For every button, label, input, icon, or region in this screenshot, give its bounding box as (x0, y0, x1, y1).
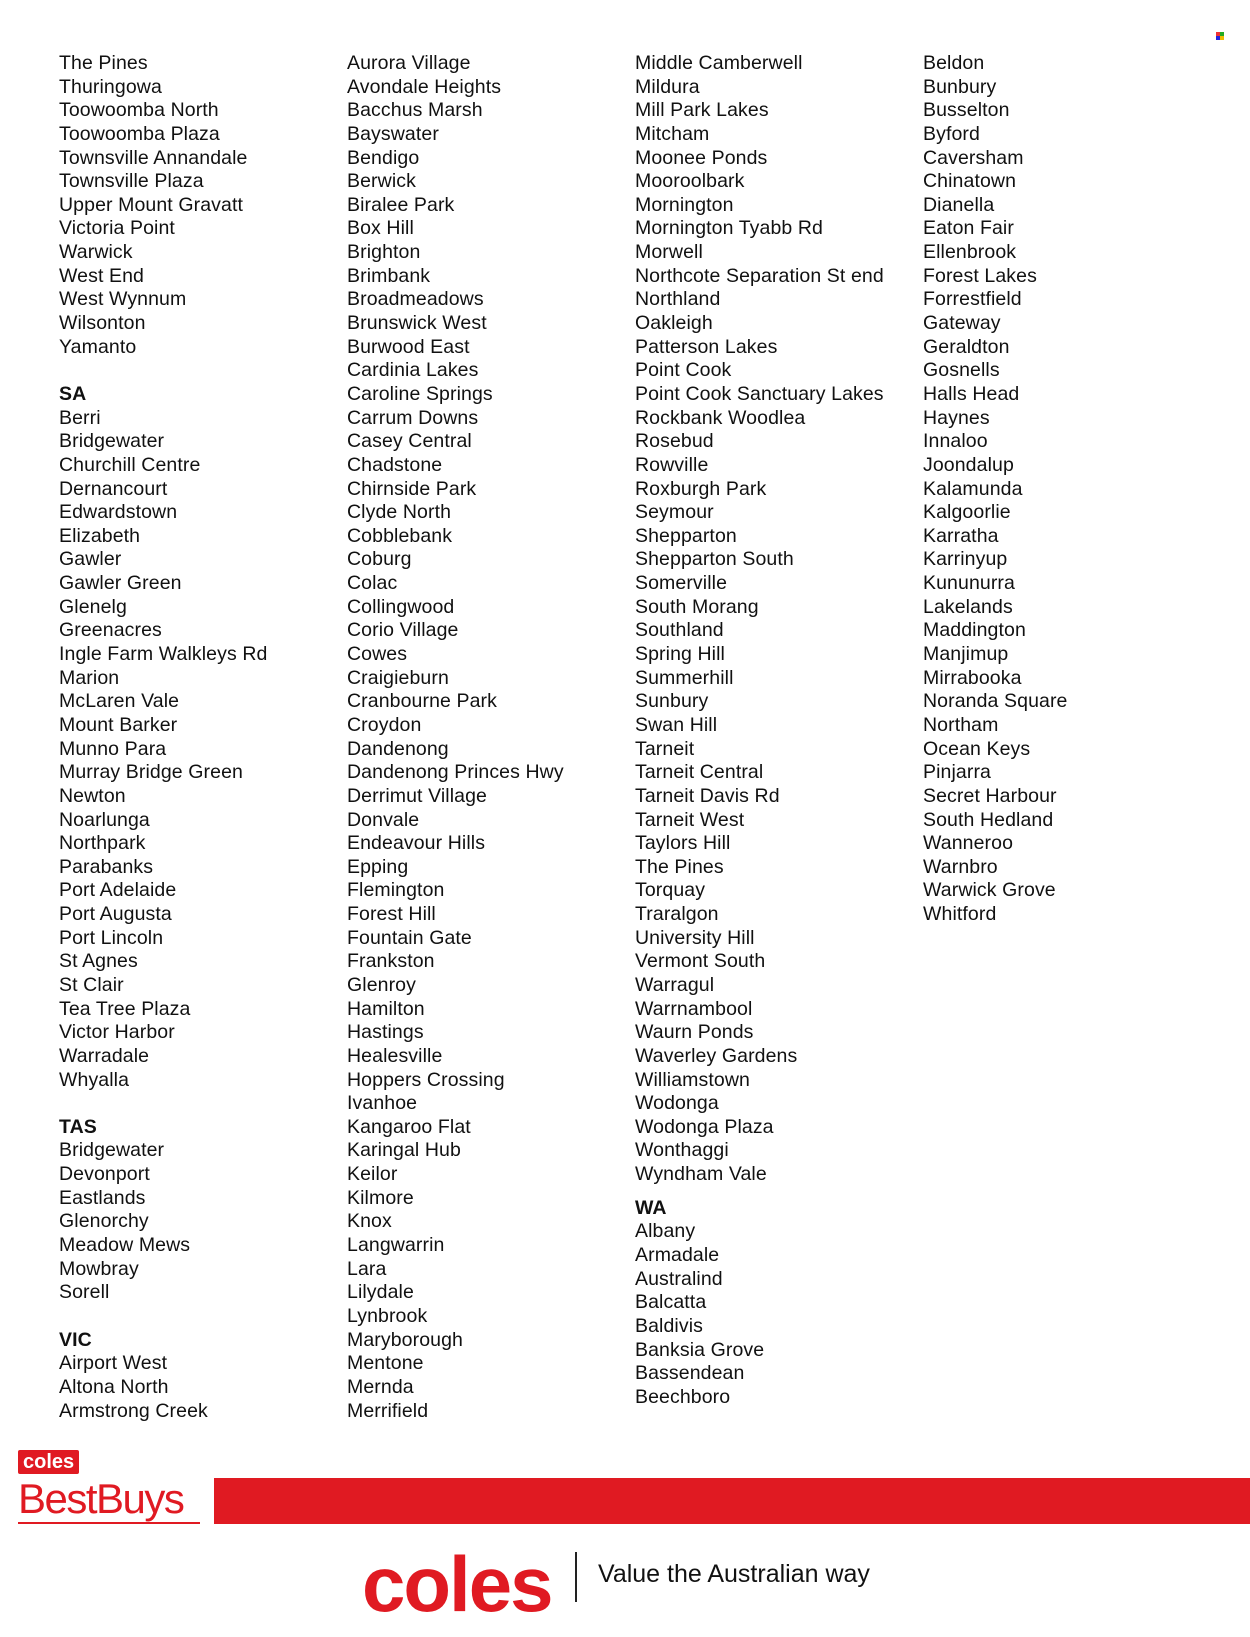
store-name: South Hedland (923, 808, 1054, 831)
store-name: Craigieburn (347, 666, 449, 689)
store-name: Baldivis (635, 1314, 703, 1337)
store-name: Gosnells (923, 359, 1000, 382)
store-name: Waverley Gardens (635, 1044, 798, 1067)
store-name: Mooroolbark (635, 170, 745, 193)
bestbuys-wordmark: BestBuys (18, 1475, 184, 1522)
store-name: Southland (635, 619, 724, 642)
store-name: Eaton Fair (923, 217, 1014, 240)
store-name: Bassendean (635, 1362, 745, 1385)
store-name: Mount Barker (59, 713, 178, 736)
red-banner-strip (214, 1478, 1250, 1524)
store-name: Glenorchy (59, 1210, 149, 1233)
store-name: Oakleigh (635, 312, 713, 335)
store-name: Geraldton (923, 335, 1010, 358)
store-name: Tarneit West (635, 808, 745, 831)
store-name: Toowoomba Plaza (59, 122, 220, 145)
store-name: Mowbray (59, 1257, 139, 1280)
store-name: Whitford (923, 903, 997, 926)
store-name: Noranda Square (923, 690, 1068, 713)
store-name: Churchill Centre (59, 453, 201, 476)
store-name: Pinjarra (923, 761, 991, 784)
store-name: Beldon (923, 52, 985, 74)
store-name: Shepparton South (635, 548, 794, 571)
bestbuys-underline (18, 1522, 200, 1524)
store-name: Bendigo (347, 146, 420, 169)
store-name: Donvale (347, 808, 420, 831)
store-column-4 (923, 52, 1203, 927)
store-name: Ocean Keys (923, 737, 1031, 760)
store-name: Tarneit Davis Rd (635, 784, 780, 807)
store-name: Collingwood (347, 595, 455, 618)
store-name: Swan Hill (635, 713, 718, 736)
store-name: Cowes (347, 643, 408, 666)
store-name: St Agnes (59, 950, 138, 973)
corner-color-marks (1216, 32, 1224, 40)
store-name: Elizabeth (59, 524, 141, 547)
store-name: Warwick (59, 241, 133, 264)
store-name: Haynes (923, 406, 990, 429)
store-name: Australind (635, 1267, 723, 1290)
store-name: Busselton (923, 99, 1010, 122)
store-name: Murray Bridge Green (59, 761, 243, 784)
store-name: Karingal Hub (347, 1139, 461, 1162)
store-name: Mill Park Lakes (635, 99, 769, 122)
store-name: Bacchus Marsh (347, 99, 483, 122)
store-name: Mildura (635, 75, 700, 98)
store-name: Chirnside Park (347, 477, 477, 500)
store-name: Wyndham Vale (635, 1163, 767, 1186)
store-name: Cardinia Lakes (347, 359, 479, 382)
store-name: Waurn Ponds (635, 1021, 754, 1044)
store-name: Vermont South (635, 950, 766, 973)
store-name: Warwick Grove (923, 879, 1056, 902)
store-name: Brighton (347, 241, 421, 264)
store-name: Glenroy (347, 973, 416, 996)
store-name: Port Lincoln (59, 926, 164, 949)
store-name: The Pines (635, 855, 724, 878)
store-name: Somerville (635, 572, 728, 595)
store-name: Keilor (347, 1163, 398, 1186)
coles-logo: coles (362, 1540, 552, 1628)
store-name: Bridgewater (59, 1139, 165, 1162)
store-name: Ingle Farm Walkleys Rd (59, 643, 268, 666)
store-name: Noarlunga (59, 808, 150, 831)
store-name: Sunbury (635, 690, 709, 713)
store-name: Northcote Separation St end (635, 264, 884, 287)
store-name: Tarneit Central (635, 761, 764, 784)
store-name: Hoppers Crossing (347, 1068, 505, 1091)
store-name: Byford (923, 122, 980, 145)
store-name: Mernda (347, 1375, 414, 1398)
store-name: Corio Village (347, 619, 459, 642)
store-name: Epping (347, 855, 409, 878)
store-name: Lilydale (347, 1281, 414, 1304)
store-name: Cobblebank (347, 524, 453, 547)
section-gap (59, 1092, 339, 1116)
store-name: Broadmeadows (347, 288, 484, 311)
store-name: Carrum Downs (347, 406, 479, 429)
store-name: Cranbourne Park (347, 690, 497, 713)
store-name: Thuringowa (59, 75, 162, 98)
store-name: Forrestfield (923, 288, 1022, 311)
store-name: Karratha (923, 524, 999, 547)
store-name: Balcatta (635, 1291, 707, 1314)
store-name: Gateway (923, 312, 1001, 335)
store-name: Shepparton (635, 524, 737, 547)
store-name: Armstrong Creek (59, 1399, 208, 1422)
store-name: Rowville (635, 453, 709, 476)
store-column-1 (59, 52, 339, 1423)
store-name: Banksia Grove (635, 1338, 765, 1361)
store-name: Kilmore (347, 1186, 414, 1209)
store-name: Northpark (59, 832, 146, 855)
store-name: Parabanks (59, 855, 154, 878)
section-gap (59, 1305, 339, 1329)
store-name: Altona North (59, 1375, 169, 1398)
store-name: Colac (347, 572, 398, 595)
store-name: Knox (347, 1210, 392, 1233)
store-name: Biralee Park (347, 193, 455, 216)
bestbuys-coles-badge: coles (18, 1450, 79, 1474)
store-name: Caroline Springs (347, 382, 493, 405)
store-name: Taylors Hill (635, 832, 731, 855)
store-name: Mornington (635, 193, 734, 216)
store-name: Warnbro (923, 855, 998, 878)
store-name: Summerhill (635, 666, 734, 689)
store-name: Upper Mount Gravatt (59, 193, 243, 216)
store-name: Beechboro (635, 1385, 731, 1408)
store-name: Armadale (635, 1244, 720, 1267)
store-name: Caversham (923, 146, 1024, 169)
store-name: Maryborough (347, 1328, 463, 1351)
state-heading: VIC (59, 1328, 92, 1351)
store-name: Box Hill (347, 217, 414, 240)
store-name: Langwarrin (347, 1234, 445, 1257)
store-name: Dandenong (347, 737, 449, 760)
store-name: Morwell (635, 241, 703, 264)
store-name: Mentone (347, 1352, 424, 1375)
store-name: Albany (635, 1220, 696, 1243)
store-name: Torquay (635, 879, 706, 902)
store-name: Rosebud (635, 430, 714, 453)
store-name: Marion (59, 666, 120, 689)
store-name: Croydon (347, 713, 422, 736)
store-name: Yamanto (59, 335, 137, 358)
store-name: Coburg (347, 548, 412, 571)
store-name: Chinatown (923, 170, 1017, 193)
store-name: Ivanhoe (347, 1092, 418, 1115)
store-name: Sorell (59, 1281, 110, 1304)
store-name: Brunswick West (347, 312, 487, 335)
store-name: Moonee Ponds (635, 146, 768, 169)
store-name: Traralgon (635, 903, 719, 926)
store-name: Avondale Heights (347, 75, 502, 98)
store-name: Northland (635, 288, 721, 311)
store-name: South Morang (635, 595, 759, 618)
store-name: University Hill (635, 926, 755, 949)
store-name: Kalgoorlie (923, 501, 1011, 524)
store-name: Merrifield (347, 1399, 429, 1422)
store-name: Middle Camberwell (635, 52, 803, 74)
store-name: Kalamunda (923, 477, 1023, 500)
store-name: Toowoomba North (59, 99, 219, 122)
store-name: Bunbury (923, 75, 997, 98)
store-name: Northam (923, 713, 999, 736)
store-name: Wodonga (635, 1092, 719, 1115)
store-name: Williamstown (635, 1068, 750, 1091)
store-name: McLaren Vale (59, 690, 180, 713)
store-name: Brimbank (347, 264, 431, 287)
store-name: Newton (59, 784, 126, 807)
store-name: Wanneroo (923, 832, 1014, 855)
store-name: Innaloo (923, 430, 988, 453)
store-name: Roxburgh Park (635, 477, 767, 500)
store-name: Edwardstown (59, 501, 178, 524)
store-name: Lynbrook (347, 1304, 428, 1327)
store-name: St Clair (59, 973, 124, 996)
state-heading: SA (59, 382, 87, 405)
store-name: Glenelg (59, 595, 127, 618)
store-name: Kununurra (923, 572, 1015, 595)
footer-divider (575, 1552, 577, 1602)
store-name: West End (59, 264, 144, 287)
store-name: Townsville Plaza (59, 170, 204, 193)
store-name: Chadstone (347, 453, 443, 476)
store-name: Spring Hill (635, 643, 725, 666)
store-name: Maddington (923, 619, 1026, 642)
store-name: Gawler (59, 548, 122, 571)
store-name: Munno Para (59, 737, 167, 760)
store-name: Tarneit (635, 737, 695, 760)
store-name: Ellenbrook (923, 241, 1017, 264)
store-name: Hastings (347, 1021, 424, 1044)
coles-bestbuys-logo (18, 1450, 200, 1526)
store-name: Flemington (347, 879, 445, 902)
store-name: Port Adelaide (59, 879, 177, 902)
store-name: Lakelands (923, 595, 1013, 618)
store-name: Seymour (635, 501, 714, 524)
store-name: Endeavour Hills (347, 832, 486, 855)
store-column-2 (347, 52, 627, 1423)
store-name: Halls Head (923, 382, 1020, 405)
store-name: Warradale (59, 1044, 150, 1067)
store-name: Warrnambool (635, 997, 753, 1020)
store-name: Forest Lakes (923, 264, 1037, 287)
store-name: Dianella (923, 193, 995, 216)
store-name: Clyde North (347, 501, 452, 524)
store-name: Aurora Village (347, 52, 471, 74)
store-name: Port Augusta (59, 903, 172, 926)
store-name: Mirrabooka (923, 666, 1022, 689)
footer-tagline: Value the Australian way (598, 1560, 870, 1588)
store-column-3 (635, 52, 915, 1410)
store-name: Casey Central (347, 430, 472, 453)
store-name: Tea Tree Plaza (59, 997, 191, 1020)
store-name: Karrinyup (923, 548, 1008, 571)
store-name: Burwood East (347, 335, 470, 358)
store-name: Wilsonton (59, 312, 146, 335)
store-name: Townsville Annandale (59, 146, 248, 169)
store-name: Mornington Tyabb Rd (635, 217, 823, 240)
store-name: Point Cook Sanctuary Lakes (635, 382, 884, 405)
store-name: West Wynnum (59, 288, 187, 311)
store-name: Hamilton (347, 997, 425, 1020)
store-name: Manjimup (923, 643, 1009, 666)
store-name: Dernancourt (59, 477, 168, 500)
section-gap (59, 359, 339, 383)
section-gap (635, 1187, 915, 1197)
store-name: Gawler Green (59, 572, 182, 595)
store-name: Wodonga Plaza (635, 1115, 774, 1138)
store-name: Lara (347, 1257, 387, 1280)
store-name: Healesville (347, 1044, 443, 1067)
store-name: Point Cook (635, 359, 732, 382)
store-name: Frankston (347, 950, 435, 973)
store-name: Kangaroo Flat (347, 1115, 471, 1138)
store-name: Bayswater (347, 122, 439, 145)
store-name: Devonport (59, 1163, 150, 1186)
store-name: Joondalup (923, 453, 1014, 476)
store-name: Fountain Gate (347, 926, 472, 949)
store-name: The Pines (59, 52, 148, 74)
store-name: Meadow Mews (59, 1234, 191, 1257)
store-name: Greenacres (59, 619, 162, 642)
store-name: Rockbank Woodlea (635, 406, 806, 429)
store-name: Dandenong Princes Hwy (347, 761, 564, 784)
store-name: Forest Hill (347, 903, 436, 926)
store-name: Secret Harbour (923, 784, 1057, 807)
store-name: Wonthaggi (635, 1139, 729, 1162)
footer (0, 1536, 1250, 1632)
state-heading: WA (635, 1196, 667, 1219)
store-name: Bridgewater (59, 430, 165, 453)
store-name: Berri (59, 406, 101, 429)
store-name: Berwick (347, 170, 416, 193)
store-name: Victoria Point (59, 217, 175, 240)
store-name: Warragul (635, 973, 715, 996)
state-heading: TAS (59, 1115, 97, 1138)
store-name: Eastlands (59, 1186, 146, 1209)
store-name: Airport West (59, 1352, 168, 1375)
store-name: Mitcham (635, 122, 710, 145)
store-name: Patterson Lakes (635, 335, 778, 358)
store-name: Victor Harbor (59, 1021, 175, 1044)
store-name: Derrimut Village (347, 784, 487, 807)
store-name: Whyalla (59, 1068, 130, 1091)
